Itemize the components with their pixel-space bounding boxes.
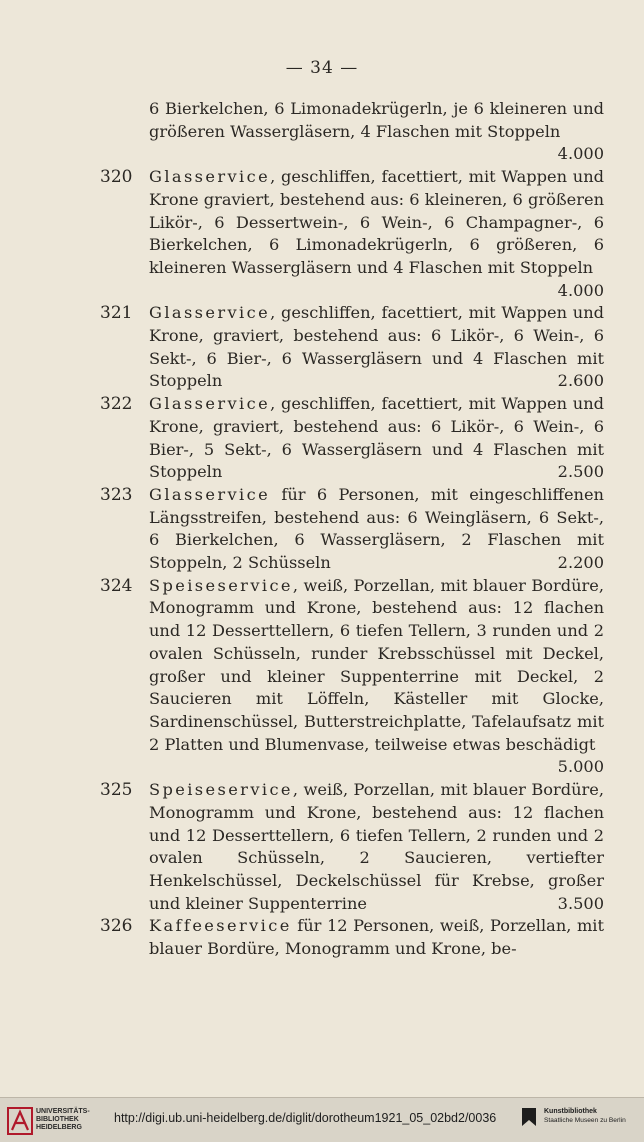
lot-body: , geschliffen, facettiert, mit Wappen und Krone graviert, bestehend aus: 6 kleineren, 6 größeren Likör-, 6 Dessertwein-, 6 Wein-, 6 Champagner-, 6 Bierkelchen, 6 Limonadekrügerln, 6 größeren, 6 kleineren Wassergläsern und 4 Flaschen mit Stoppeln [149,167,604,277]
lot-number: 325 [100,780,133,801]
page-number: — 34 — [285,58,359,78]
lot-description [149,166,604,302]
lot-entry-322 [100,393,604,484]
university-library-name [36,1108,90,1132]
lot-number: 324 [100,575,133,596]
university-library-emblem-icon [6,1106,34,1136]
kb-title: Kunstbibliothek [544,1108,597,1115]
lot-entry-324 [100,575,604,779]
lot-price: 2.200 [557,553,604,573]
lot-price: 4.000 [557,280,604,300]
lot-price: 3.500 [557,893,604,913]
kb-subtitle: Staatliche Museen zu Berlin [544,1117,626,1124]
lot-entry-321 [100,302,604,393]
digitization-footer [0,1097,644,1142]
lot-body: , weiß, Porzellan, mit blauer Bordüre, Monogramm und Krone, bestehend aus: 12 flachen und 12 Desserttellern, 6 tiefen Tellern, 3 runden und 2 ovalen Schüsseln, runder Krebsschüssel mit Deckel, großer und kleiner Suppenterrine mit Deckel, 2 Saucieren mit Löffeln, Kästeller mit Glocke, Sardinenschüssel, Butterstreichplatte, Tafelaufsatz mit 2 Platten und Blumenvase, teilweise etwas beschädigt [149,575,604,754]
lot-price: 4.000 [557,144,604,164]
lot-description [149,779,604,915]
lot-body: 6 Bierkelchen, 6 Limonadekrügerln, je 6 kleineren und größeren Wassergläsern, 4 Flaschen mit Stoppeln [149,99,604,141]
kunstbibliothek-logo [520,1106,644,1136]
university-library-logo [6,1104,106,1138]
lot-body: für 12 Personen, weiß, Porzellan, mit blauer Bordüre, Monogramm und Krone, be- [149,916,604,959]
lot-number: 323 [100,484,133,505]
catalog-entries [100,98,604,961]
kunstbibliothek-name [544,1107,626,1125]
lot-entry-326 [100,915,604,960]
lot-description [149,575,604,779]
lot-number: 322 [100,394,133,415]
lot-description [149,915,604,960]
lot-title: Speiseservice [149,780,293,800]
lot-title: Speiseservice [149,575,293,595]
lot-title: Glasservice [149,484,271,504]
lot-description [149,98,604,166]
lot-entry-continued [100,98,604,166]
lot-price: 5.000 [557,757,604,777]
lot-title: Glasservice [149,303,271,323]
lot-number: 320 [100,167,133,188]
lot-entry-323 [100,484,604,575]
lot-title: Glasservice [149,394,271,414]
lot-description [149,484,604,575]
lot-price: 2.500 [557,462,604,482]
lot-body: , geschliffen, facettiert, mit Wappen und Krone, graviert, bestehend aus: 6 Likör-, 6 Wein-, 6 Bier-, 5 Sekt-, 6 Wassergläsern und 4 Flaschen mit Stoppeln [149,394,604,482]
ub-line: BIBLIOTHEK [36,1116,79,1123]
source-url-link[interactable]: http://digi.ub.uni-heidelberg.de/diglit/dorotheum1921_05_02bd2/0036 [114,1111,497,1125]
lot-description [149,393,604,484]
lot-description [149,302,604,393]
lot-price: 2.600 [557,371,604,391]
lot-entry-320 [100,166,604,302]
lot-entry-325 [100,779,604,915]
kunstbibliothek-emblem-icon [520,1106,538,1128]
lot-body: , geschliffen, facettiert, mit Wappen und Krone, graviert, bestehend aus: 6 Likör-, 6 Wein-, 6 Sekt-, 6 Bier-, 6 Wassergläsern und 4 Flaschen mit Stoppeln [149,303,604,391]
ub-line: UNIVERSITÄTS- [36,1108,90,1115]
lot-title: Glasservice [149,167,271,187]
lot-body: , weiß, Porzellan, mit blauer Bordüre, Monogramm und Krone, bestehend aus: 12 flachen und 12 Desserttellern, 6 tiefen Tellern, 2 runden und 2 ovalen Schüsseln, 2 Saucieren, vertiefter Henkelschüssel, Deckelschüssel für Krebse, großer und kleiner Suppenterrine [149,780,604,913]
ub-line: HEIDELBERG [36,1124,82,1131]
lot-number: 326 [100,916,133,937]
lot-title: Kaffeeservice [149,916,292,936]
lot-number: 321 [100,303,133,324]
lot-body: für 6 Personen, mit eingeschliffenen Längsstreifen, bestehend aus: 6 Weingläsern, 6 Sekt-, 6 Bierkelchen, 6 Wassergläsern, 2 Flaschen mit Stoppeln, 2 Schüsseln [149,484,604,573]
